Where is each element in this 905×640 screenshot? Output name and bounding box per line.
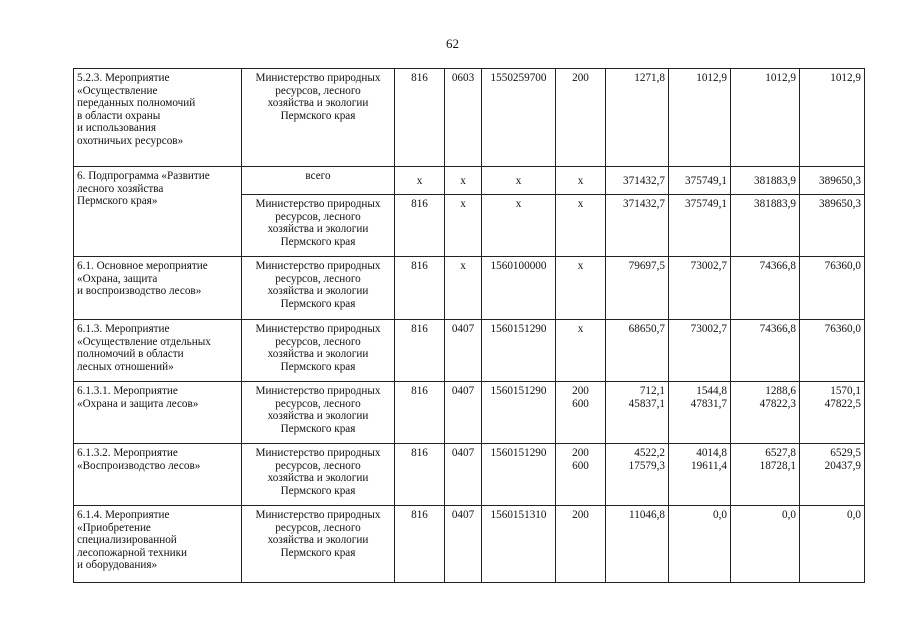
grbs-cell: 816 (395, 506, 445, 583)
expense-type-cell: x (556, 257, 606, 320)
grbs-cell: 816 (395, 382, 445, 444)
amount-2017-cell: 389650,3 (800, 167, 865, 195)
amount-2014-cell: 1271,8 (606, 69, 669, 167)
section-cell: x (445, 257, 482, 320)
section-cell: 0407 (445, 382, 482, 444)
table-row (74, 257, 865, 320)
amount-2014-cell: 371432,7 (606, 167, 669, 195)
amount-2015-cell: 1544,8 47831,7 (669, 382, 731, 444)
target-article-cell: x (482, 167, 556, 195)
amount-2016-cell: 381883,9 (731, 195, 800, 257)
amount-2015-cell: 375749,1 (669, 195, 731, 257)
page-number: 62 (446, 36, 459, 51)
amount-2016-cell: 1012,9 (731, 69, 800, 167)
expense-type-cell: x (556, 167, 606, 195)
executor-cell: Министерство природных ресурсов, лесного хозяйства и экологии Пермского края (242, 257, 395, 320)
target-article-cell: x (482, 195, 556, 257)
table-row (74, 506, 865, 583)
table-row (74, 320, 865, 382)
executor-cell: Министерство природных ресурсов, лесного хозяйства и экологии Пермского края (242, 382, 395, 444)
grbs-cell: x (395, 167, 445, 195)
activity-name-cell: 6.1.3.1. Мероприятие «Охрана и защита лесов» (74, 382, 242, 444)
amount-2017-cell: 76360,0 (800, 257, 865, 320)
amount-2014-cell: 68650,7 (606, 320, 669, 382)
activity-name-cell: 6. Подпрограмма «Развитие лесного хозяйства Пермского края» (74, 167, 242, 257)
amount-2017-cell: 1012,9 (800, 69, 865, 167)
grbs-cell: 816 (395, 257, 445, 320)
executor-cell: Министерство природных ресурсов, лесного хозяйства и экологии Пермского края (242, 320, 395, 382)
amount-2016-cell: 1288,6 47822,3 (731, 382, 800, 444)
table-row (74, 69, 865, 167)
amount-2017-cell: 76360,0 (800, 320, 865, 382)
grbs-cell: 816 (395, 320, 445, 382)
section-cell: 0407 (445, 506, 482, 583)
table-row (74, 167, 865, 195)
amount-2014-cell: 712,1 45837,1 (606, 382, 669, 444)
target-article-cell: 1550259700 (482, 69, 556, 167)
activity-name-cell: 6.1. Основное мероприятие «Охрана, защита и воспроизводство лесов» (74, 257, 242, 320)
target-article-cell: 1560151290 (482, 444, 556, 506)
table-row (74, 444, 865, 506)
expense-type-cell: 200 600 (556, 444, 606, 506)
amount-2017-cell: 1570,1 47822,5 (800, 382, 865, 444)
amount-2014-cell: 371432,7 (606, 195, 669, 257)
amount-2017-cell: 389650,3 (800, 195, 865, 257)
amount-2014-cell: 79697,5 (606, 257, 669, 320)
amount-2014-cell: 11046,8 (606, 506, 669, 583)
amount-2016-cell: 74366,8 (731, 257, 800, 320)
target-article-cell: 1560151310 (482, 506, 556, 583)
table-row (74, 382, 865, 444)
expense-type-cell: 200 (556, 506, 606, 583)
activity-name-cell: 6.1.4. Мероприятие «Приобретение специализированной лесопожарной техники и оборудования» (74, 506, 242, 583)
target-article-cell: 1560100000 (482, 257, 556, 320)
amount-2015-cell: 0,0 (669, 506, 731, 583)
amount-2016-cell: 74366,8 (731, 320, 800, 382)
executor-cell: всего (242, 167, 395, 195)
amount-2015-cell: 4014,8 19611,4 (669, 444, 731, 506)
amount-2015-cell: 73002,7 (669, 320, 731, 382)
amount-2014-cell: 4522,2 17579,3 (606, 444, 669, 506)
grbs-cell: 816 (395, 69, 445, 167)
activity-name-cell: 6.1.3.2. Мероприятие «Воспроизводство лесов» (74, 444, 242, 506)
section-cell: 0603 (445, 69, 482, 167)
budget-table (73, 68, 865, 583)
amount-2015-cell: 375749,1 (669, 167, 731, 195)
amount-2017-cell: 6529,5 20437,9 (800, 444, 865, 506)
amount-2016-cell: 381883,9 (731, 167, 800, 195)
amount-2015-cell: 1012,9 (669, 69, 731, 167)
amount-2016-cell: 6527,8 18728,1 (731, 444, 800, 506)
expense-type-cell: x (556, 195, 606, 257)
section-cell: x (445, 167, 482, 195)
executor-cell: Министерство природных ресурсов, лесного хозяйства и экологии Пермского края (242, 195, 395, 257)
amount-2015-cell: 73002,7 (669, 257, 731, 320)
amount-2017-cell: 0,0 (800, 506, 865, 583)
section-cell: x (445, 195, 482, 257)
target-article-cell: 1560151290 (482, 382, 556, 444)
section-cell: 0407 (445, 320, 482, 382)
amount-2016-cell: 0,0 (731, 506, 800, 583)
grbs-cell: 816 (395, 195, 445, 257)
section-cell: 0407 (445, 444, 482, 506)
expense-type-cell: 200 600 (556, 382, 606, 444)
executor-cell: Министерство природных ресурсов, лесного хозяйства и экологии Пермского края (242, 444, 395, 506)
activity-name-cell: 6.1.3. Мероприятие «Осуществление отдельных полномочий в области лесных отношений» (74, 320, 242, 382)
grbs-cell: 816 (395, 444, 445, 506)
expense-type-cell: x (556, 320, 606, 382)
expense-type-cell: 200 (556, 69, 606, 167)
activity-name-cell: 5.2.3. Мероприятие «Осуществление переданных полномочий в области охраны и использования охотничьих ресурсов» (74, 69, 242, 167)
executor-cell: Министерство природных ресурсов, лесного хозяйства и экологии Пермского края (242, 69, 395, 167)
target-article-cell: 1560151290 (482, 320, 556, 382)
executor-cell: Министерство природных ресурсов, лесного хозяйства и экологии Пермского края (242, 506, 395, 583)
